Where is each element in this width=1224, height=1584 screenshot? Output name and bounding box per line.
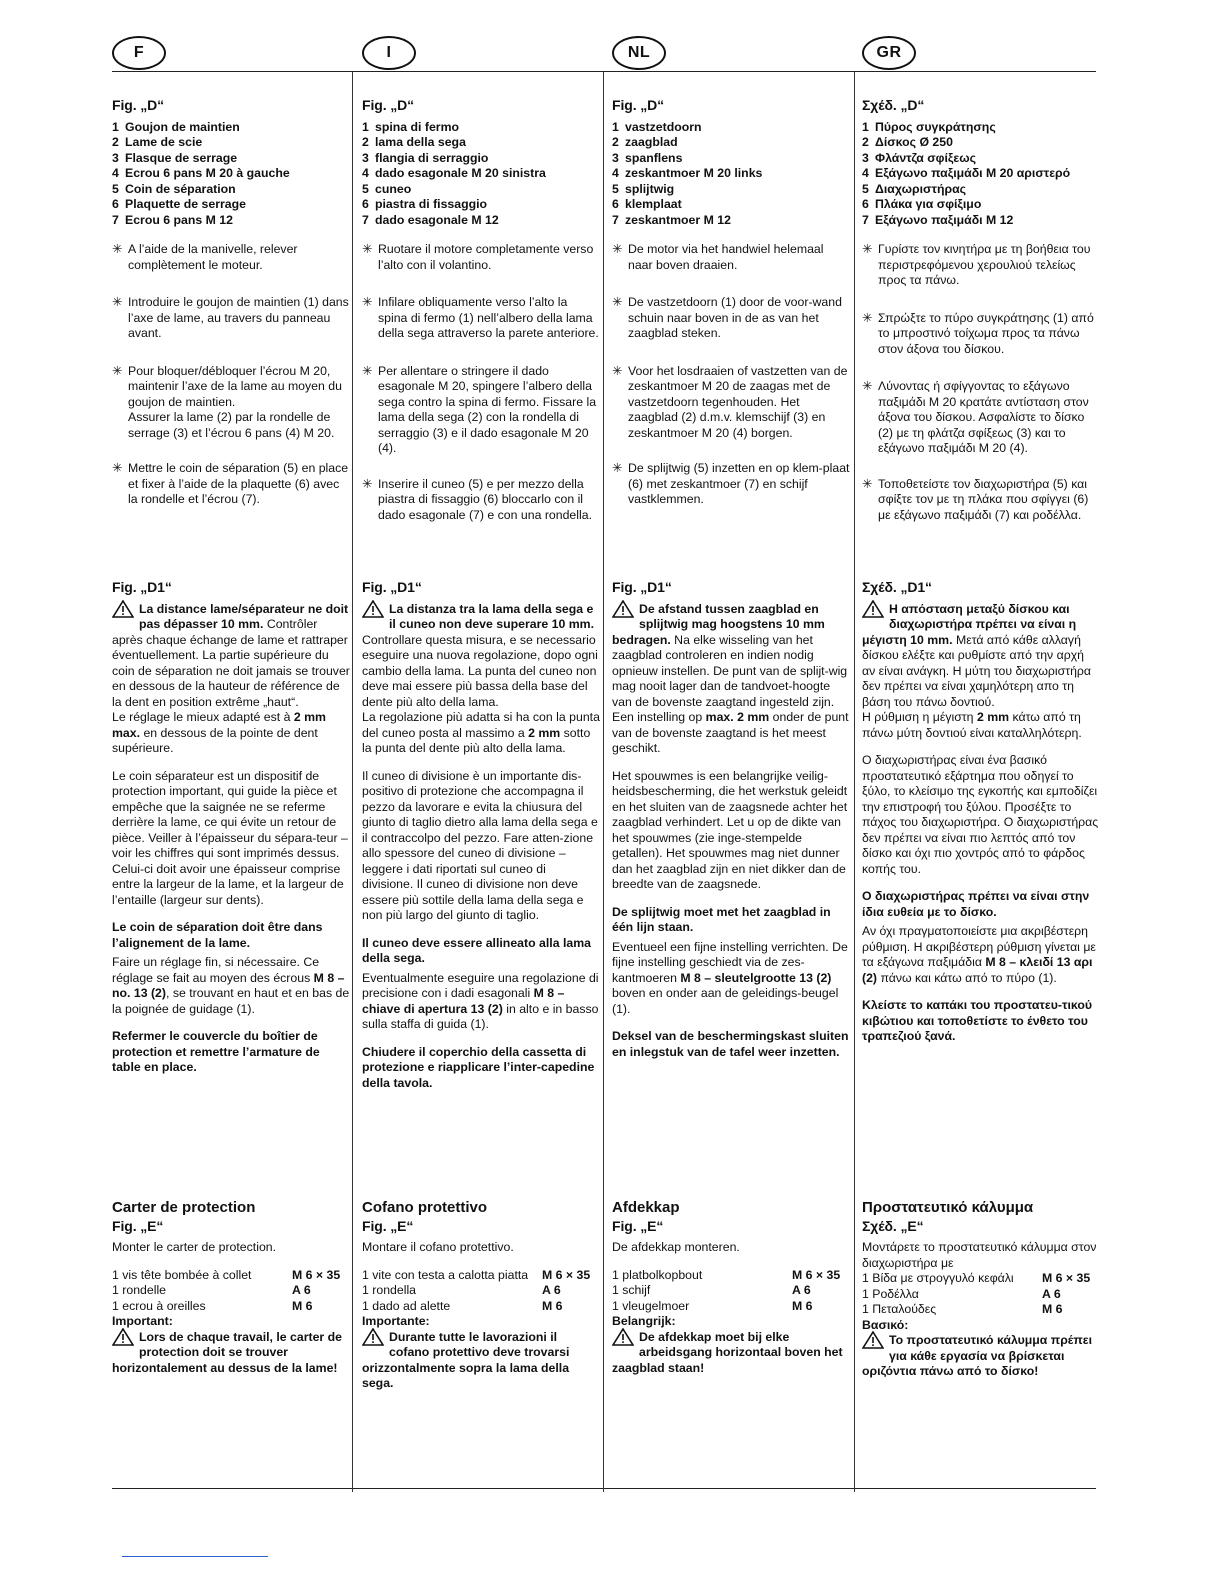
warning-triangle-icon: [362, 600, 384, 618]
part-item: [612, 151, 850, 167]
assembly-step: [862, 379, 1100, 457]
bom-spec: M 6: [542, 1298, 563, 1313]
part-item: [112, 166, 350, 182]
warning-block: [862, 602, 1100, 711]
section-fig-d1: [862, 580, 1100, 1045]
part-number: 5: [362, 181, 369, 196]
section-fig-d1: [612, 580, 850, 1060]
section-title: Carter de protection: [112, 1199, 256, 1216]
part-number: 6: [612, 197, 619, 211]
part-label: Coin de séparation: [125, 181, 236, 196]
setting-text: Le réglage le mieux adapté est à: [112, 710, 294, 724]
warning-text: Na elke wisseling van het zaagblad controleren en indien nodig opnieuw instellen. De punt van de splijt-wig mag nooit lager dan de tandvoet-hoogte van de bovenste zaagtand ingesteld zijn.: [612, 632, 848, 709]
assembly-steps: [362, 242, 600, 523]
part-item: [112, 213, 350, 229]
assembly-step: [112, 461, 350, 508]
assembly-step: [612, 242, 850, 273]
fig-d1-title: Σχέδ. „D1“: [862, 579, 932, 595]
part-item: [862, 151, 1100, 167]
part-label: spanflens: [625, 150, 683, 165]
assembly-steps: [862, 242, 1100, 523]
fine-adjust-paragraph: [612, 940, 850, 1018]
part-number: 4: [612, 166, 619, 180]
part-label: Φλάντζα σφίξεως: [875, 150, 976, 165]
part-item: [112, 151, 350, 167]
setting-text-end: onder de punt van de bovenste zaagtand is het meest geschikt.: [612, 710, 849, 755]
warning-block: [862, 1333, 1100, 1380]
setting-text: Η ρύθμιση η μέγιστη: [862, 710, 977, 724]
assembly-step: [362, 477, 600, 524]
part-label: Ecrou 6 pans M 12: [125, 212, 233, 227]
close-cover-note: Κλείστε το καπάκι του προστατευ-τικού κιβώτιου και τοποθετίστε το ένθετο του τραπεζιού ξανά.: [862, 998, 1093, 1043]
bom-spec: A 6: [542, 1283, 561, 1297]
bom-row: [612, 1299, 850, 1315]
bill-of-materials: [112, 1268, 350, 1315]
warning-block: [612, 1330, 850, 1377]
part-item: [112, 182, 350, 198]
assembly-step: [862, 477, 1100, 524]
setting-paragraph: [862, 710, 1100, 741]
mount-instruction: De afdekkap monteren.: [612, 1240, 740, 1254]
part-label: lama della sega: [375, 135, 466, 149]
fine-adjust-text-end: πάνω και κάτω από το πύρο (1).: [877, 970, 1057, 985]
bom-row: [112, 1299, 350, 1315]
part-label: flangia di serraggio: [375, 150, 489, 165]
step-bullet-icon: ✳: [362, 242, 373, 256]
section-title: Cofano protettivo: [362, 1199, 487, 1216]
step-bullet-icon: ✳: [862, 242, 873, 256]
warning-text: Contrôler après chaque échange de lame et rattraper éventuellement. La partie supérieure du coin de séparation ne doit jamais se trouver en dessous de la hauteur de référence de la dent en position extrême „haut“.: [112, 617, 350, 709]
bottom-rule: [112, 1488, 1096, 1489]
setting-paragraph: [112, 710, 350, 757]
bom-row: [862, 1271, 1100, 1287]
fine-adjust-text-end: in alto e in basso sulla staffa di guida (1).: [362, 1001, 599, 1031]
warning-triangle-icon: [612, 1328, 634, 1346]
part-number: 2: [612, 135, 619, 149]
warning-text-bold: De afdekkap moet bij elke arbeidsgang horizontaal boven het zaagblad staan!: [612, 1329, 843, 1375]
warning-triangle-icon: [112, 1328, 134, 1346]
bill-of-materials: [862, 1271, 1100, 1318]
warning-text: Controllare questa misura, e se necessario eseguire una nuova regolazione, dopo ogni cambio della lama. La punta del cuneo non deve mai essere più bassa della base del dente più alto della lama.: [362, 632, 598, 709]
part-label: cuneo: [375, 181, 412, 196]
language-badge: F: [112, 36, 166, 70]
bom-item: 1 dado ad alette: [362, 1298, 451, 1313]
part-item: [612, 120, 850, 136]
section-fig-e: [862, 1200, 1100, 1380]
warning-text-bold: Η απόσταση μεταξύ δίσκου και διαχωριστήρα πρέπει να είναι η μέγιστη 10 mm.: [862, 601, 1077, 647]
assembly-step: [612, 364, 850, 442]
setting-value: 2 mm: [976, 710, 1010, 724]
bom-spec: M 6: [792, 1298, 813, 1313]
fig-d1-title: Fig. „D1“: [112, 579, 172, 595]
bom-row: [612, 1283, 850, 1299]
step-bullet-icon: ✳: [362, 363, 373, 378]
part-label: zaagblad: [625, 135, 678, 149]
important-label: Βασικό:: [862, 1317, 909, 1332]
important-label: Importante:: [362, 1314, 430, 1328]
part-item: [362, 151, 600, 167]
bom-spec: M 6: [1042, 1302, 1063, 1316]
part-label: dado esagonale M 12: [375, 212, 499, 227]
part-label: Διαχωριστήρας: [875, 181, 967, 196]
fig-d-title: Fig. „D“: [112, 97, 165, 113]
part-number: 1: [112, 119, 119, 134]
part-number: 4: [862, 166, 869, 180]
fine-adjust-text-end: boven en onder aan de geleidings-beugel (1).: [612, 986, 839, 1016]
part-label: klemplaat: [625, 197, 682, 211]
setting-text: La regolazione più adatta si ha con la punta del cuneo posta al massimo a: [362, 710, 600, 740]
part-number: 6: [862, 197, 869, 211]
part-item: [612, 197, 850, 213]
part-item: [112, 197, 350, 213]
part-label: Εξάγωνο παξιμάδι Μ 20 αριστερό: [875, 166, 1071, 180]
fine-adjust-spec: M 8 – sleutelgrootte 13 (2): [680, 970, 832, 985]
fine-adjust-paragraph: [112, 955, 350, 1017]
column-divider: [854, 72, 855, 1492]
parts-list: [112, 120, 350, 229]
part-number: 1: [362, 119, 369, 134]
riving-knife-paragraph: Le coin séparateur est un dispositif de protection important, qui guide la pièce et empêche que la saignée ne se referme derrière la lame, ce qui évite un retour de pièce. Veiller à l’épaisseur du sépara-teur – voir les chiffres qui sont imprimés dessus. Celui-ci doit avoir une épaisseur comprise entre la largeur de la lame, et la largeur de l’entaille (largeur sur dents).: [112, 768, 348, 907]
fine-adjust-text: Eventueel een fijne instelling verrichten. De fijne instelling geschiedt via de zes-kantmoeren: [612, 939, 848, 985]
bom-spec: M 6 × 35: [792, 1267, 841, 1282]
language-badge: GR: [862, 36, 916, 70]
step-text: Λύνοντας ή σφίγγοντας το εξάγωνο παξιμάδι Μ 20 κρατάτε αντίσταση στον άξονα του δίσκου. Ασφαλίστε το δίσκο (2) με τη φλάτζα σφίξεως (3) και το εξάγωνο παξιμάδι Μ 20 (4).: [878, 379, 1089, 455]
part-number: 3: [862, 150, 869, 165]
step-text: Pour bloquer/débloquer l’écrou M 20, maintenir l’axe de la lame au moyen du goujon de maintien. Assurer la lame (2) par la rondelle de serrage (3) et l’écrou 6 pans (4) M 20.: [128, 363, 342, 440]
assembly-step: [112, 364, 350, 442]
part-number: 1: [862, 119, 869, 134]
riving-knife-paragraph: Il cuneo di divisione è un importante dis-positivo di protezione che accompagna il pezzo da lavorare e evita la chiusura del giunto di taglio dietro alla lama della sega e il contraccolpo del pezzo. Fare atten-zione allo spessore del cuneo di divisione – leggere i dati riportati sul cuneo di divisione. Il cuneo di divisione non deve essere più sottile della lama della sega e non più largo del giunto di taglio.: [362, 768, 598, 922]
setting-text-end: sotto la punta del dente più alto della lama.: [362, 725, 591, 755]
step-bullet-icon: ✳: [362, 476, 373, 491]
part-label: splijtwig: [625, 181, 675, 196]
part-item: [862, 197, 1100, 213]
part-label: spina di fermo: [375, 119, 460, 134]
assembly-step: [112, 242, 350, 273]
fig-e-title: Fig. „E“: [612, 1217, 664, 1234]
fine-adjust-text-end: , se trouvant en haut et en bas de la poignée de guidage (1).: [112, 986, 350, 1016]
bom-item: 1 ecrou à oreilles: [112, 1298, 206, 1313]
bom-item: 1 Πεταλούδες: [862, 1302, 937, 1316]
bom-item: 1 vite con testa a calotta piatta: [362, 1267, 529, 1282]
part-number: 7: [112, 212, 119, 227]
bom-item: 1 vis tête bombée à collet: [112, 1267, 252, 1282]
riving-knife-paragraph: Ο διαχωριστήρας είναι ένα βασικό προστατευτικό εξάρτημα που οδηγεί το ξύλο, το κλείσιμο της εγκοπής και εμποδίζει την επιστροφή του ξύλου. Προσέξτε το πάχος του διαχωριστήρα. Ο διαχωριστήρας δεν πρέπει να είναι πιο λεπτός από τον δίσκο και όχι πιο χοντρός από το φάρδος κοπής του.: [862, 753, 1099, 876]
parts-list: [612, 120, 850, 229]
warning-block: [112, 602, 350, 711]
part-number: 7: [362, 212, 369, 227]
fine-adjust-spec: M 8 – chiave di apertura 13 (2): [362, 986, 565, 1016]
setting-paragraph: [362, 710, 600, 757]
step-text: Infilare obliquamente verso l’alto la spina di fermo (1) nell’albero della lama della sega attraverso la parete anteriore.: [378, 295, 599, 340]
fine-adjust-paragraph: [362, 971, 600, 1033]
part-item: [612, 213, 850, 229]
warning-text-bold: Lors de chaque travail, le carter de protection doit se trouver horizontalement au dessus de la lame!: [112, 1329, 342, 1375]
step-text: De motor via het handwiel helemaal naar boven draaien.: [628, 242, 824, 272]
alignment-note: Ο διαχωριστήρας πρέπει να είναι στην ίδια ευθεία με το δίσκο.: [862, 889, 1090, 919]
bom-row: [112, 1268, 350, 1284]
bom-spec: A 6: [1042, 1286, 1061, 1301]
step-bullet-icon: ✳: [112, 363, 123, 378]
section-fig-e: [612, 1200, 850, 1376]
part-label: Εξάγωνο παξιμάδι Μ 12: [875, 212, 1014, 227]
step-bullet-icon: ✳: [612, 295, 623, 309]
assembly-step: [362, 295, 600, 342]
part-number: 5: [612, 181, 619, 196]
assembly-step: [362, 364, 600, 457]
warning-text-bold: La distanza tra la lama della sega e il cuneo non deve superare 10 mm.: [389, 601, 595, 631]
part-label: dado esagonale M 20 sinistra: [375, 166, 546, 180]
bill-of-materials: [612, 1268, 850, 1315]
fine-adjust-spec: M 8 – no. 13 (2): [112, 970, 345, 1000]
setting-value: 2 mm max.: [112, 710, 326, 740]
bom-spec: M 6 × 35: [1042, 1271, 1091, 1285]
part-item: [862, 182, 1100, 198]
setting-text-end: en dessous de la pointe de dent supérieure.: [112, 725, 318, 755]
part-number: 3: [612, 150, 619, 165]
bom-item: 1 rondella: [362, 1283, 417, 1297]
part-number: 2: [112, 135, 119, 149]
step-text: Σπρώξτε το πύρο συγκράτησης (1) από το μπροστινό τοίχωμα προς τα πάνω στον άξονα του δίσκου.: [878, 310, 1094, 356]
setting-value: max. 2 mm: [705, 710, 770, 724]
warning-triangle-icon: [362, 1328, 384, 1346]
step-text: Inserire il cuneo (5) e per mezzo della piastra di fissaggio (6) bloccarlo con il dado esagonale (7) e con una rondella.: [378, 476, 592, 522]
fig-e-title: Fig. „E“: [112, 1217, 164, 1234]
bom-item: 1 rondelle: [112, 1283, 167, 1297]
part-item: [112, 135, 350, 151]
bom-row: [862, 1287, 1100, 1303]
section-fig-e: [112, 1200, 350, 1376]
part-label: zeskantmoer M 20 links: [625, 166, 763, 180]
footnote-link-line: [122, 1556, 268, 1557]
fig-d-title: Fig. „D“: [362, 97, 415, 113]
part-item: [362, 120, 600, 136]
part-item: [612, 166, 850, 182]
part-item: [362, 166, 600, 182]
part-item: [862, 213, 1100, 229]
step-bullet-icon: ✳: [612, 363, 623, 378]
setting-paragraph: [612, 710, 850, 757]
fig-d-title: Σχέδ. „D“: [862, 97, 925, 113]
step-text: Ruotare il motore completamente verso l’alto con il volantino.: [378, 242, 594, 272]
part-label: Ecrou 6 pans M 20 à gauche: [125, 166, 290, 180]
assembly-step: [362, 242, 600, 273]
step-text: Introduire le goujon de maintien (1) dans l’axe de lame, au travers du panneau avant.: [128, 295, 349, 340]
bom-row: [362, 1268, 600, 1284]
part-label: piastra di fissaggio: [375, 197, 488, 211]
warning-block: [362, 602, 600, 711]
step-text: Γυρίστε τον κινητήρα με τη βοήθεια του περιστρεφόμενου χερουλιού τελείως προς τα πάνω.: [878, 242, 1091, 287]
part-item: [862, 135, 1100, 151]
step-text: Per allentare o stringere il dado esagonale M 20, spingere l’albero della sega contro la spina di fermo. Fissare la lama della sega (2) con la rondella di serraggio (3) e il dado esagonale M 20 (4).: [378, 363, 597, 455]
part-number: 2: [862, 135, 869, 149]
part-label: Πύρος συγκράτησης: [875, 119, 996, 134]
part-label: Plaquette de serrage: [125, 197, 246, 211]
mount-instruction: Montare il cofano protettivo.: [362, 1240, 514, 1254]
section-fig-d1: [112, 580, 350, 1076]
part-label: Goujon de maintien: [125, 119, 240, 134]
language-badge: NL: [612, 36, 666, 70]
bom-item: 1 vleugelmoer: [612, 1298, 690, 1313]
warning-text-bold: Durante tutte le lavorazioni il cofano protettivo deve trovarsi orizzontalmente sopra la lama della sega.: [362, 1329, 570, 1390]
step-bullet-icon: ✳: [612, 461, 623, 475]
fine-adjust-text: Faire un réglage fin, si nécessaire. Ce réglage se fait au moyen des écrous: [112, 955, 320, 985]
warning-block: [362, 1330, 600, 1392]
part-number: 4: [112, 166, 119, 180]
bill-of-materials: [362, 1268, 600, 1315]
part-label: Flasque de serrage: [125, 150, 238, 165]
part-label: vastzetdoorn: [625, 119, 702, 134]
bom-spec: A 6: [292, 1283, 311, 1297]
part-item: [862, 120, 1100, 136]
setting-value: 2 mm: [528, 725, 561, 740]
part-number: 1: [612, 119, 619, 134]
warning-block: [612, 602, 850, 711]
bom-row: [362, 1283, 600, 1299]
close-cover-note: Refermer le couvercle du boîtier de protection et remettre l’armature de table en place.: [112, 1029, 320, 1074]
step-bullet-icon: ✳: [112, 242, 123, 256]
column-divider: [603, 72, 604, 1492]
section-fig-d: [362, 98, 600, 523]
top-rule: [112, 71, 1096, 72]
fig-d1-title: Fig. „D1“: [362, 579, 422, 595]
warning-text-bold: La distance lame/séparateur ne doit pas dépasser 10 mm.: [139, 601, 349, 631]
parts-list: [362, 120, 600, 229]
warning-text: Μετά από κάθε αλλαγή δίσκου ελέξτε και ρυθμίστε από την αρχή αν είναι ανάγκη. Η μύτη του διαχωριστήρα δεν πρέπει να είναι χαμηλότερη απο τη βάση του πάνω δοντιού.: [862, 632, 1092, 709]
bom-item: 1 Ροδέλλα: [862, 1286, 919, 1301]
bom-row: [612, 1268, 850, 1284]
bom-spec: M 6 × 35: [292, 1267, 341, 1282]
fig-d-title: Fig. „D“: [612, 97, 665, 113]
step-bullet-icon: ✳: [862, 310, 873, 325]
part-item: [612, 182, 850, 198]
fine-adjust-text: Eventualmente eseguire una regolazione di precisione con i dadi esagonali: [362, 970, 599, 1000]
part-number: 7: [612, 212, 619, 227]
close-cover-note: Chiudere il coperchio della cassetta di protezione e riapplicare l’inter-capedine della tavola.: [362, 1044, 595, 1090]
part-item: [862, 166, 1100, 182]
step-bullet-icon: ✳: [112, 461, 123, 475]
warning-text-bold: Το προστατευτικό κάλυμμα πρέπει για κάθε εργασία να βρίσκεται οριζόντια πάνω από το δίσκο!: [862, 1333, 1093, 1378]
bom-spec: A 6: [792, 1283, 811, 1297]
fig-e-title: Fig. „E“: [362, 1217, 414, 1234]
part-item: [362, 135, 600, 151]
part-number: 5: [112, 181, 119, 196]
part-number: 2: [362, 135, 369, 149]
step-text: A l’aide de la manivelle, relever complètement le moteur.: [128, 242, 298, 272]
part-label: zeskantmoer M 12: [625, 212, 731, 227]
bom-row: [862, 1302, 1100, 1318]
part-number: 6: [362, 197, 369, 211]
fine-adjust-spec: Μ 8 – κλειδί 13 αρι (2): [862, 955, 1093, 985]
assembly-step: [112, 295, 350, 342]
step-text: Τοποθετείστε τον διαχωριστήρα (5) και σφίξτε τον με τη πλάκα που σφίγγει (6) με εξάγωνο παξιμάδι (7) και ροδέλλα.: [878, 476, 1089, 522]
section-fig-d: [612, 98, 850, 508]
assembly-step: [862, 311, 1100, 358]
warning-block: [112, 1330, 350, 1377]
setting-text: Een instelling op: [612, 710, 706, 724]
section-title: Προστατευτικό κάλυμμα: [862, 1199, 1034, 1216]
step-text: Voor het losdraaien of vastzetten van de zeskantmoer M 20 de zaagas met de vastzetdoorn tegenhouden. Het zaagblad (2) d.m.v. klemschijf (3) en zeskantmoer M 20 (4) borgen.: [628, 363, 848, 440]
step-bullet-icon: ✳: [862, 476, 873, 491]
language-badge: I: [362, 36, 416, 70]
mount-instruction: Μοντάρετε το προστατευτικό κάλυμμα στον διαχωριστήρα με: [862, 1240, 1097, 1270]
warning-triangle-icon: [862, 1331, 884, 1349]
part-number: 3: [112, 150, 119, 165]
alignment-note: Le coin de séparation doit être dans l’alignement de la lame.: [112, 920, 323, 950]
bom-item: 1 platbolkopbout: [612, 1267, 703, 1282]
warning-triangle-icon: [112, 600, 134, 618]
important-label: Belangrijk:: [612, 1314, 676, 1328]
close-cover-note: Deksel van de beschermingskast sluiten en inlegstuk van de tafel weer inzetten.: [612, 1029, 849, 1059]
step-bullet-icon: ✳: [362, 295, 373, 309]
assembly-steps: [112, 242, 350, 508]
part-label: Πλάκα για σφίξιμο: [875, 197, 982, 211]
part-item: [612, 135, 850, 151]
bom-row: [362, 1299, 600, 1315]
warning-text-bold: De afstand tussen zaagblad en splijtwig mag hoogstens 10 mm bedragen.: [612, 601, 825, 647]
warning-triangle-icon: [612, 600, 634, 618]
fig-d1-title: Fig. „D1“: [612, 579, 672, 595]
part-number: 5: [862, 181, 869, 196]
part-number: 7: [862, 212, 869, 227]
bom-row: [112, 1283, 350, 1299]
alignment-note: De splijtwig moet met het zaagblad in één lijn staan.: [612, 904, 831, 934]
assembly-step: [612, 461, 850, 508]
fig-e-title: Σχέδ. „E“: [862, 1217, 924, 1234]
section-fig-e: [362, 1200, 600, 1392]
section-fig-d1: [362, 580, 600, 1091]
fine-adjust-paragraph: [862, 924, 1100, 986]
important-label: Important:: [112, 1314, 173, 1328]
warning-triangle-icon: [862, 600, 884, 618]
part-label: Δίσκος Ø 250: [875, 135, 953, 149]
section-fig-d: [862, 98, 1100, 523]
bom-item: 1 Βίδα με στρογγυλό κεφάλι: [862, 1271, 1014, 1285]
part-number: 4: [362, 166, 369, 180]
bom-item: 1 schijf: [612, 1283, 651, 1297]
part-item: [112, 120, 350, 136]
step-bullet-icon: ✳: [612, 242, 623, 256]
part-item: [362, 197, 600, 213]
step-text: De splijtwig (5) inzetten en op klem-plaat (6) met zeskantmoer (7) en schijf vastklemmen.: [628, 461, 850, 506]
step-text: De vastzetdoorn (1) door de voor-wand schuin naar boven in de as van het zaagblad steken.: [628, 295, 842, 340]
fine-adjust-text: Αν όχι πραγματοποιείστε μια ακριβέστερη ρύθμιση. Η ακριβέστερη ρύθμιση γίνεται με τα εξάγωνα παξιμάδια: [862, 924, 1096, 969]
assembly-step: [862, 242, 1100, 289]
bom-spec: M 6 × 35: [542, 1267, 591, 1282]
part-label: Lame de scie: [125, 135, 203, 149]
section-title: Afdekkap: [612, 1199, 680, 1216]
assembly-steps: [612, 242, 850, 508]
part-number: 3: [362, 150, 369, 165]
section-fig-d: [112, 98, 350, 508]
parts-list: [862, 120, 1100, 229]
part-item: [362, 213, 600, 229]
part-item: [362, 182, 600, 198]
alignment-note: Il cuneo deve essere allineato alla lama della sega.: [362, 935, 591, 965]
step-bullet-icon: ✳: [862, 379, 873, 393]
part-number: 6: [112, 197, 119, 211]
assembly-step: [612, 295, 850, 342]
bom-spec: M 6: [292, 1298, 313, 1313]
column-divider: [352, 72, 353, 1492]
mount-instruction: Monter le carter de protection.: [112, 1240, 277, 1254]
setting-text-end: κάτω από τη πάνω μύτη δοντιού είναι καταλληλότερη.: [862, 710, 1082, 740]
step-text: Mettre le coin de séparation (5) en place et fixer à l’aide de la plaquette (6) avec la rondelle et l’écrou (7).: [128, 461, 349, 506]
step-bullet-icon: ✳: [112, 295, 123, 309]
riving-knife-paragraph: Het spouwmes is een belangrijke veilig-heidsbescherming, die het werkstuk geleidt en het sluiten van de zaagsnede achter het zaagblad verhindert. Let u op de dikte van het spouwmes (zie inge-stempelde getallen). Het spouwmes mag niet dunner dan het zaagblad zijn en niet dikker dan de breedte van de zaagsnede.: [612, 768, 848, 891]
